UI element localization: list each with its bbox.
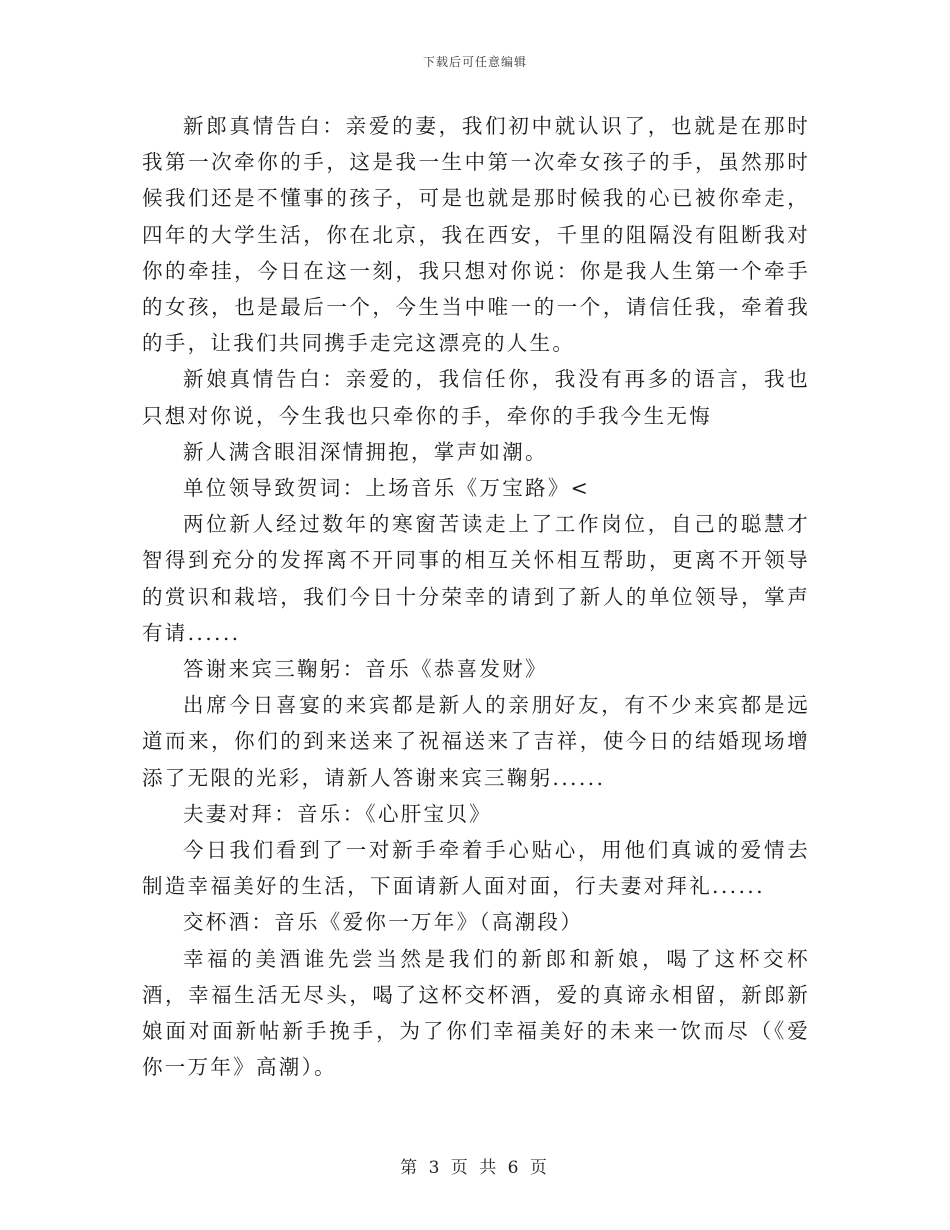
paragraph-thanks-heading: 答谢来宾三鞠躬：音乐《恭喜发财》 bbox=[183, 657, 548, 682]
paragraph-thanks-speech: 出席今日喜宴的来宾都是新人的亲朋好友，有不少来宾都是远道而来，你们的到来送来了祝福送来了吉祥，使今日的结婚现场增添了无限的光彩，请新人答谢来宾三鞠躬...... bbox=[142, 693, 810, 790]
paragraph-bow-speech: 今日我们看到了一对新手牵着手心贴心，用他们真诚的爱情去制造幸福美好的生活，下面请新人面对面，行夫妻对拜礼...... bbox=[142, 838, 810, 899]
page-number: 第 3 页 共 6 页 bbox=[400, 1158, 550, 1178]
paragraph-leader-speech: 两位新人经过数年的寒窗苦读走上了工作岗位，自己的聪慧才智得到充分的发挥离不开同事的相互关怀相互帮助，更离不开领导的赏识和栽培，我们今日十分荣幸的请到了新人的单位领导，掌声有请...... bbox=[142, 512, 810, 645]
paragraph-toast-heading: 交杯酒：音乐《爱你一万年》（高潮段） bbox=[183, 910, 584, 935]
page-header: 下载后可任意编辑 bbox=[422, 55, 527, 69]
paragraph-groom-vow: 新郎真情告白：亲爱的妻，我们初中就认识了，也就是在那时我第一次牵你的手，这是我一生中第一次牵女孩子的手，虽然那时候我们还是不懂事的孩子，可是也就是那时候我的心已被你牵走，四年的大学生活，你在北京，我在西安，千里的阻隔没有阻断我对你的牵挂，今日在这一刻，我只想对你说：你是我人生第一个牵手的女孩，也是最后一个，今生当中唯一的一个，请信任我，牵着我的手，让我们共同携手走完这漂亮的人生。 bbox=[142, 114, 810, 356]
paragraph-embrace: 新人满含眼泪深情拥抱，掌声如潮。 bbox=[183, 439, 548, 464]
paragraph-bride-vow: 新娘真情告白：亲爱的，我信任你，我没有再多的语言，我也只想对你说，今生我也只牵你的手，牵你的手我今生无悔 bbox=[142, 367, 810, 428]
paragraph-toast-speech: 幸福的美酒谁先尝当然是我们的新郎和新娘，喝了这杯交杯酒，幸福生活无尽头，喝了这杯交杯酒，爱的真谛永相留，新郎新娘面对面新帖新手挽手，为了你们幸福美好的未来一饮而尽（《爱你一万年》高潮）。 bbox=[142, 946, 810, 1080]
paragraph-bow-heading: 夫妻对拜：音乐：《心肝宝贝》 bbox=[183, 801, 492, 826]
document-body bbox=[142, 108, 810, 1085]
paragraph-leader-heading: 单位领导致贺词：上场音乐《万宝路》< bbox=[183, 476, 591, 501]
